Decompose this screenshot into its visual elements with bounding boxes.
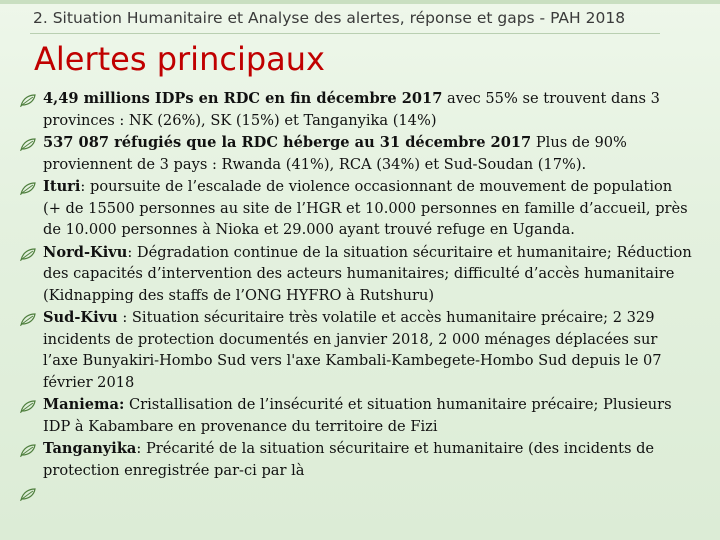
bullet-bold-text: Sud-Kivu: [43, 309, 118, 327]
bullet-item: [20, 438, 692, 481]
top-stripe: [0, 0, 720, 4]
bullet-text: : Dégradation continue de la situation sécuritaire et humanitaire; Réduction des capacités d’intervention des acteurs humanitaires; difficulté d’accès humanitaire (Kidnapping des staffs de l’ONG HYFRO à Rutshuru): [43, 243, 692, 304]
bullet-bold-text: Nord-Kivu: [43, 243, 128, 261]
bullet-bold-text: Tanganyika: [43, 440, 137, 458]
leaf-icon: [20, 311, 36, 324]
leaf-icon: [20, 442, 36, 455]
bullet-text: Plus de 90% proviennent de 3 pays : Rwanda (41%), RCA (34%) et Sud-Soudan (17%).: [43, 133, 627, 173]
bullet-text: Cristallisation de l’insécurité et situation humanitaire précaire; Plusieurs IDP à Kabambare en provenance du territoire de Fizi: [43, 396, 672, 435]
bullet-bold-text: 4,49 millions IDPs en RDC en fin décembre 2017: [43, 90, 443, 107]
bullet-text: : Précarité de la situation sécuritaire et humanitaire (des incidents de protection enregistrée par-ci par là: [43, 440, 655, 479]
bullet-item: [20, 176, 692, 241]
leaf-icon: [20, 398, 36, 411]
slide-title: Alertes principaux: [34, 40, 325, 78]
bullet-text: : poursuite de l’escalade de violence occasionnant de mouvement de population (+ de 15500 personnes au site de l’HGR et 10.000 personnes en famille d’accueil, près de 10.000 personnes à Nioka et 29.000 ayant trouvé refuge en Uganda.: [43, 177, 688, 239]
bullet-item: [20, 88, 692, 131]
leaf-icon: [20, 92, 36, 105]
bullet-item: [20, 394, 692, 437]
bullet-bold-text: 537 087 réfugiés que la RDC héberge au 31 décembre 2017: [43, 133, 532, 151]
slide-header: 2. Situation Humanitaire et Analyse des alertes, réponse et gaps - PAH 2018: [33, 9, 626, 27]
bullet-text: avec 55% se trouvent dans 3 provinces : NK (26%), SK (15%) et Tanganyika (14%): [43, 90, 660, 129]
bullet-item: [20, 132, 692, 175]
bullet-bold-text: Maniema:: [43, 396, 125, 414]
header-divider: [30, 33, 660, 34]
bullet-list: [20, 88, 692, 482]
leaf-icon: [20, 180, 36, 193]
bullet-text: : Situation sécuritaire très volatile et accès humanitaire précaire; 2 329 incidents de protection documentés en janvier 2018, 2 000 ménages déplacées sur l’axe Bunyakiri-Hombo Sud vers l'axe Kambali-Kambegete-Hombo Sud depuis le 07 février 2018: [43, 309, 662, 391]
leaf-icon: [20, 246, 36, 259]
leaf-icon: [20, 486, 36, 499]
bullet-item: [20, 307, 692, 393]
bullet-bold-text: Ituri: [43, 177, 81, 195]
bullet-item: [20, 242, 692, 307]
leaf-icon: [20, 136, 36, 149]
